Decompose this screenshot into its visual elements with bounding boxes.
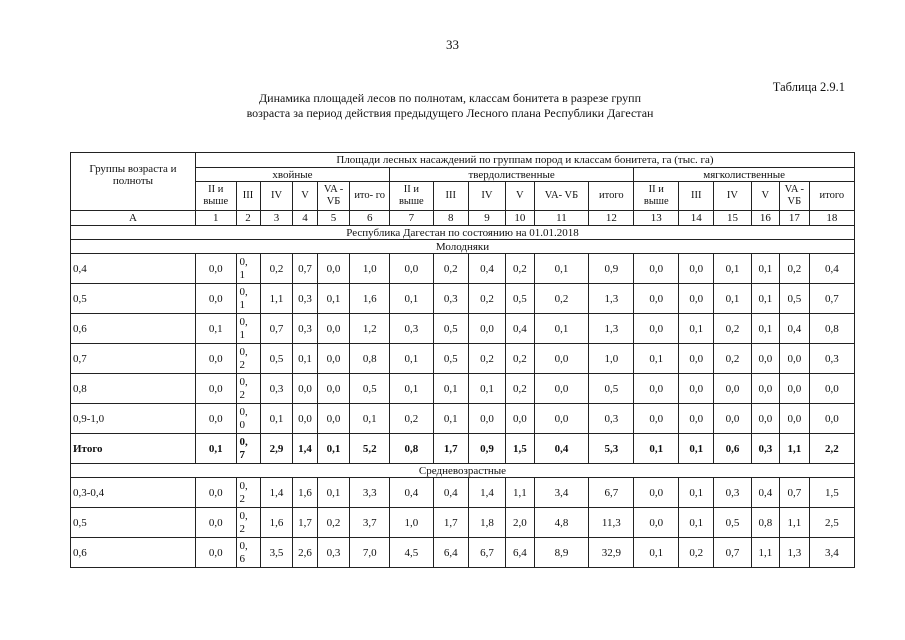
value-cell: 1,5 — [809, 478, 854, 508]
value-cell: 0,0 — [634, 508, 679, 538]
row-label: 0,3-0,4 — [71, 478, 196, 508]
value-cell: 0,3 — [751, 434, 779, 464]
value-cell: 0,0 — [534, 404, 589, 434]
value-cell: 0,0 — [195, 344, 236, 374]
value-cell: 0,1 — [534, 254, 589, 284]
value-cell: 1,4 — [293, 434, 317, 464]
value-cell: 0,1 — [350, 404, 389, 434]
value-cell: 0,3 — [293, 314, 317, 344]
column-number-cell: 1 — [195, 211, 236, 226]
class-header-cell: IV — [714, 182, 751, 211]
value-cell: 0,3 — [317, 538, 350, 568]
value-cell: 0,0 — [809, 374, 854, 404]
table-row — [71, 284, 855, 314]
value-cell: 0,0 — [389, 254, 433, 284]
class-header-cell: II и выше — [195, 182, 236, 211]
value-cell: 0, 1 — [236, 254, 260, 284]
value-cell: 0,3 — [589, 404, 634, 434]
value-cell: 0,0 — [317, 404, 350, 434]
value-cell: 0,7 — [809, 284, 854, 314]
value-cell: 0,1 — [634, 344, 679, 374]
table-row — [71, 404, 855, 434]
value-cell: 2,0 — [506, 508, 534, 538]
value-cell: 0,1 — [751, 284, 779, 314]
value-cell: 4,8 — [534, 508, 589, 538]
value-cell: 11,3 — [589, 508, 634, 538]
value-cell: 0,3 — [389, 314, 433, 344]
value-cell: 0,0 — [634, 254, 679, 284]
row-label: Итого — [71, 434, 196, 464]
value-cell: 0,0 — [195, 478, 236, 508]
class-header-cell: итого — [589, 182, 634, 211]
value-cell: 0,8 — [350, 344, 389, 374]
value-cell: 0,0 — [679, 284, 714, 314]
value-cell: 2,6 — [293, 538, 317, 568]
value-cell: 1,4 — [260, 478, 293, 508]
value-cell: 0,2 — [317, 508, 350, 538]
value-cell: 1,3 — [780, 538, 810, 568]
value-cell: 0,0 — [195, 404, 236, 434]
value-cell: 0, 2 — [236, 508, 260, 538]
value-cell: 0,0 — [468, 314, 505, 344]
value-cell: 1,2 — [350, 314, 389, 344]
value-cell: 3,4 — [534, 478, 589, 508]
value-cell: 0,1 — [389, 344, 433, 374]
class-header-cell: V — [506, 182, 534, 211]
column-number-cell: 6 — [350, 211, 389, 226]
value-cell: 8,9 — [534, 538, 589, 568]
column-number-cell: 2 — [236, 211, 260, 226]
section-title: Республика Дагестан по состоянию на 01.01.2018 — [71, 226, 855, 240]
value-cell: 0,3 — [293, 284, 317, 314]
value-cell: 0,5 — [714, 508, 751, 538]
value-cell: 0,0 — [751, 404, 779, 434]
value-cell: 3,4 — [809, 538, 854, 568]
value-cell: 1,0 — [589, 344, 634, 374]
value-cell: 0,4 — [506, 314, 534, 344]
caption-line-1: Динамика площадей лесов по полнотам, классам бонитета в разрезе групп — [258, 91, 641, 105]
value-cell: 0,0 — [634, 404, 679, 434]
table-main-header: Площади лесных насаждений по группам пород и классам бонитета, га (тыс. га) — [195, 153, 854, 168]
value-cell: 6,4 — [433, 538, 468, 568]
column-number-cell: 15 — [714, 211, 751, 226]
value-cell: 0,5 — [780, 284, 810, 314]
value-cell: 0,2 — [679, 538, 714, 568]
value-cell: 3,7 — [350, 508, 389, 538]
table-row — [71, 254, 855, 284]
value-cell: 0,0 — [293, 374, 317, 404]
value-cell: 5,2 — [350, 434, 389, 464]
column-number-cell: 4 — [293, 211, 317, 226]
value-cell: 0,4 — [780, 314, 810, 344]
value-cell: 0,0 — [751, 374, 779, 404]
value-cell: 1,7 — [433, 434, 468, 464]
value-cell: 1,3 — [589, 284, 634, 314]
value-cell: 1,0 — [389, 508, 433, 538]
value-cell: 0,2 — [468, 344, 505, 374]
column-number-cell: 13 — [634, 211, 679, 226]
value-cell: 2,5 — [809, 508, 854, 538]
class-header-cell: VA -VБ — [780, 182, 810, 211]
column-number-cell: 7 — [389, 211, 433, 226]
value-cell: 0,2 — [714, 314, 751, 344]
value-cell: 0,0 — [809, 404, 854, 434]
value-cell: 0,2 — [780, 254, 810, 284]
value-cell: 1,6 — [350, 284, 389, 314]
group-header: Группы возраста и полноты — [71, 153, 196, 211]
value-cell: 1,5 — [506, 434, 534, 464]
value-cell: 1,8 — [468, 508, 505, 538]
row-label: 0,7 — [71, 344, 196, 374]
value-cell: 0,1 — [751, 254, 779, 284]
value-cell: 1,1 — [260, 284, 293, 314]
value-cell: 6,7 — [468, 538, 505, 568]
value-cell: 0,0 — [195, 284, 236, 314]
value-cell: 1,1 — [780, 508, 810, 538]
row-label: 0,4 — [71, 254, 196, 284]
value-cell: 0,1 — [260, 404, 293, 434]
value-cell: 0,0 — [195, 508, 236, 538]
value-cell: 0,3 — [433, 284, 468, 314]
caption-line-2: возраста за период действия предыдущего Лесного плана Республики Дагестан — [246, 106, 654, 120]
value-cell: 0,0 — [534, 374, 589, 404]
class-header-cell: V — [751, 182, 779, 211]
value-cell: 32,9 — [589, 538, 634, 568]
value-cell: 0,1 — [534, 314, 589, 344]
value-cell: 0,0 — [780, 374, 810, 404]
value-cell: 0,1 — [751, 314, 779, 344]
row-label: 0,8 — [71, 374, 196, 404]
class-header-cell: ито- го — [350, 182, 389, 211]
column-number-cell: 16 — [751, 211, 779, 226]
value-cell: 0,5 — [433, 314, 468, 344]
value-cell: 0,0 — [468, 404, 505, 434]
value-cell: 4,5 — [389, 538, 433, 568]
class-header-cell: VA -VБ — [317, 182, 350, 211]
value-cell: 0,8 — [809, 314, 854, 344]
group-hardwood: твердолиственные — [389, 168, 633, 182]
class-header-cell: II и выше — [634, 182, 679, 211]
value-cell: 0,0 — [634, 284, 679, 314]
value-cell: 0,8 — [751, 508, 779, 538]
row-label: 0,9-1,0 — [71, 404, 196, 434]
value-cell: 0,5 — [589, 374, 634, 404]
value-cell: 0,3 — [714, 478, 751, 508]
value-cell: 1,4 — [468, 478, 505, 508]
group-softwood: мягколиственные — [634, 168, 855, 182]
value-cell: 0,0 — [714, 404, 751, 434]
value-cell: 0,4 — [809, 254, 854, 284]
value-cell: 0,3 — [809, 344, 854, 374]
value-cell: 0,1 — [679, 314, 714, 344]
value-cell: 0,0 — [195, 374, 236, 404]
value-cell: 0,2 — [506, 344, 534, 374]
value-cell: 7,0 — [350, 538, 389, 568]
value-cell: 0,3 — [260, 374, 293, 404]
value-cell: 0,1 — [714, 254, 751, 284]
value-cell: 0,0 — [780, 344, 810, 374]
value-cell: 0, 0 — [236, 404, 260, 434]
value-cell: 0,0 — [634, 374, 679, 404]
value-cell: 0,1 — [317, 434, 350, 464]
value-cell: 0,0 — [317, 314, 350, 344]
value-cell: 0,4 — [751, 478, 779, 508]
value-cell: 0,0 — [293, 404, 317, 434]
value-cell: 0,1 — [317, 478, 350, 508]
value-cell: 0, 1 — [236, 284, 260, 314]
value-cell: 0,2 — [714, 344, 751, 374]
value-cell: 1,6 — [293, 478, 317, 508]
value-cell: 0,7 — [780, 478, 810, 508]
value-cell: 0,0 — [506, 404, 534, 434]
column-number-cell: 9 — [468, 211, 505, 226]
value-cell: 0,1 — [293, 344, 317, 374]
page-number: 33 — [446, 37, 459, 52]
value-cell: 0, 7 — [236, 434, 260, 464]
value-cell: 0,0 — [317, 344, 350, 374]
value-cell: 0,7 — [714, 538, 751, 568]
value-cell: 3,3 — [350, 478, 389, 508]
value-cell: 0,1 — [634, 434, 679, 464]
column-number-cell: 12 — [589, 211, 634, 226]
value-cell: 0,2 — [433, 254, 468, 284]
value-cell: 0,2 — [468, 284, 505, 314]
value-cell: 0,1 — [679, 434, 714, 464]
table-row — [71, 374, 855, 404]
value-cell: 0,1 — [195, 314, 236, 344]
value-cell: 0,5 — [350, 374, 389, 404]
value-cell: 0,5 — [260, 344, 293, 374]
column-number-cell: 11 — [534, 211, 589, 226]
value-cell: 1,7 — [293, 508, 317, 538]
value-cell: 0,1 — [195, 434, 236, 464]
column-number-cell: 3 — [260, 211, 293, 226]
class-header-cell: итого — [809, 182, 854, 211]
value-cell: 5,3 — [589, 434, 634, 464]
subsection-title: Молодняки — [71, 240, 855, 254]
table-row — [71, 538, 855, 568]
table-row — [71, 314, 855, 344]
value-cell: 0,0 — [634, 314, 679, 344]
value-cell: 0,2 — [534, 284, 589, 314]
value-cell: 6,7 — [589, 478, 634, 508]
column-number-cell: 10 — [506, 211, 534, 226]
value-cell: 0,0 — [634, 478, 679, 508]
value-cell: 1,1 — [780, 434, 810, 464]
row-label: 0,6 — [71, 538, 196, 568]
value-cell: 0, 2 — [236, 344, 260, 374]
subsection-title: Средневозрастные — [71, 464, 855, 478]
value-cell: 0,0 — [317, 254, 350, 284]
value-cell: 0,1 — [679, 478, 714, 508]
value-cell: 0,0 — [679, 344, 714, 374]
class-header-cell: VA- VБ — [534, 182, 589, 211]
class-header-cell: IV — [260, 182, 293, 211]
value-cell: 0,0 — [317, 374, 350, 404]
column-number-cell: 17 — [780, 211, 810, 226]
table-caption — [150, 91, 750, 121]
value-cell: 1,6 — [260, 508, 293, 538]
value-cell: 0, 1 — [236, 314, 260, 344]
value-cell: 0,0 — [679, 404, 714, 434]
value-cell: 0, 2 — [236, 478, 260, 508]
value-cell: 0,6 — [714, 434, 751, 464]
table-row — [71, 434, 855, 464]
value-cell: 0,2 — [506, 254, 534, 284]
table-row — [71, 478, 855, 508]
table-label: Таблица 2.9.1 — [772, 80, 845, 94]
value-cell: 0, 6 — [236, 538, 260, 568]
value-cell: 0,0 — [780, 404, 810, 434]
value-cell: 0,7 — [260, 314, 293, 344]
group-coniferous: хвойные — [195, 168, 389, 182]
value-cell: 0,0 — [534, 344, 589, 374]
value-cell: 0, 2 — [236, 374, 260, 404]
value-cell: 0,7 — [293, 254, 317, 284]
value-cell: 0,1 — [317, 284, 350, 314]
value-cell: 0,0 — [195, 254, 236, 284]
column-number-cell: 5 — [317, 211, 350, 226]
forest-area-table — [70, 152, 855, 568]
value-cell: 0,8 — [389, 434, 433, 464]
value-cell: 1,1 — [751, 538, 779, 568]
value-cell: 6,4 — [506, 538, 534, 568]
value-cell: 0,0 — [195, 538, 236, 568]
value-cell: 0,5 — [433, 344, 468, 374]
value-cell: 0,4 — [468, 254, 505, 284]
column-number-cell: А — [71, 211, 196, 226]
column-number-cell: 18 — [809, 211, 854, 226]
value-cell: 0,9 — [589, 254, 634, 284]
value-cell: 0,2 — [260, 254, 293, 284]
value-cell: 0,4 — [389, 478, 433, 508]
column-number-cell: 14 — [679, 211, 714, 226]
value-cell: 0,2 — [506, 374, 534, 404]
row-label: 0,5 — [71, 508, 196, 538]
value-cell: 0,2 — [389, 404, 433, 434]
class-header-cell: III — [433, 182, 468, 211]
value-cell: 0,4 — [433, 478, 468, 508]
column-number-cell: 8 — [433, 211, 468, 226]
class-header-cell: III — [236, 182, 260, 211]
value-cell: 0,1 — [389, 284, 433, 314]
value-cell: 0,1 — [679, 508, 714, 538]
value-cell: 0,0 — [679, 254, 714, 284]
value-cell: 3,5 — [260, 538, 293, 568]
value-cell: 0,1 — [433, 374, 468, 404]
value-cell: 0,0 — [679, 374, 714, 404]
value-cell: 1,3 — [589, 314, 634, 344]
value-cell: 0,0 — [751, 344, 779, 374]
column-number-row — [71, 211, 855, 226]
value-cell: 0,9 — [468, 434, 505, 464]
value-cell: 1,7 — [433, 508, 468, 538]
value-cell: 2,9 — [260, 434, 293, 464]
value-cell: 0,4 — [534, 434, 589, 464]
value-cell: 0,5 — [506, 284, 534, 314]
value-cell: 1,0 — [350, 254, 389, 284]
class-header-cell: II и выше — [389, 182, 433, 211]
value-cell: 0,1 — [389, 374, 433, 404]
row-label: 0,5 — [71, 284, 196, 314]
value-cell: 0,1 — [433, 404, 468, 434]
value-cell: 0,1 — [634, 538, 679, 568]
value-cell: 0,1 — [468, 374, 505, 404]
class-header-cell: V — [293, 182, 317, 211]
value-cell: 0,0 — [714, 374, 751, 404]
row-label: 0,6 — [71, 314, 196, 344]
table-row — [71, 508, 855, 538]
class-header-cell: IV — [468, 182, 505, 211]
value-cell: 1,1 — [506, 478, 534, 508]
table-row — [71, 344, 855, 374]
value-cell: 0,1 — [714, 284, 751, 314]
value-cell: 2,2 — [809, 434, 854, 464]
class-header-cell: III — [679, 182, 714, 211]
